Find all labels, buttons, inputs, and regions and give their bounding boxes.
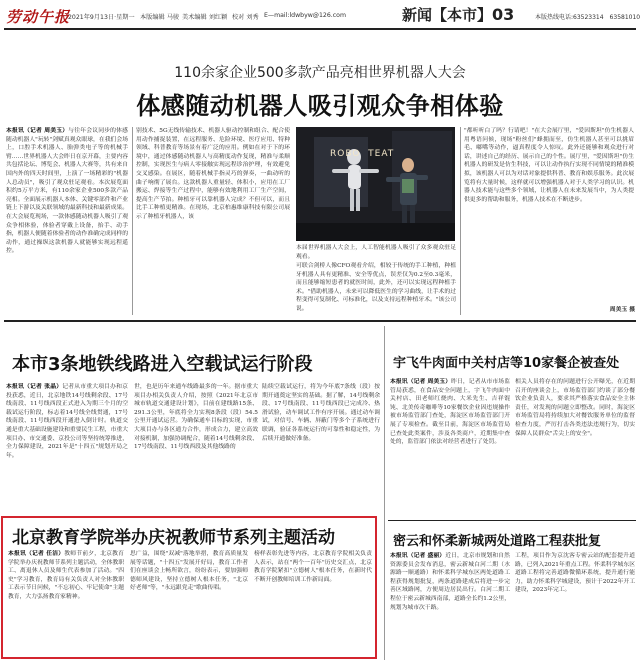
article3-text-1: 昨日，记者从市市场监管局获悉，在食品安全问题上，宇飞牛肉面中关村店、田老师红烧肉、大米先生、吉祥馄饨、北美传奇咖啡等10家餐饮企业因违规操作被市场监管部门查处，海淀区市场监管部门开展了专项检查。截至目前，海淀区市场监管局已查处此类案件，涉及各类商户，近期集中查处的，监管部门依法对经营者进行了处罚。 [390, 379, 510, 446]
page-number: 03 [492, 5, 515, 24]
article3-byline: 本报讯（记者 周美玉） [390, 379, 452, 385]
article1-headline[interactable]: 体感随动机器人吸引观众争相体验 [136, 92, 504, 120]
section-rule [388, 520, 636, 521]
article2-column-3: 陆续空载试运行，将为今年底7条线（段）按期开通奠定坚实的基础。据了解，14号线剩余段、17号线南段、11号线西段已完成冷、热滑试验，动车调试工作有序开展。通过动车调试，对信号、车辆、屏蔽门等多个子系统进行联调，验证各系统运行的可靠性和稳定性，为后续开通做好准备。 [262, 384, 380, 442]
article4-column-3: 榜样表彰先进等内容，北京教育学院相关负责人表示，站在"两个一百年"历史交汇点，北京教育学院紧扣"立德树人"根本任务，在新时代不断开创教师培训工作新局面。 [254, 551, 372, 583]
article5-text-1: 近日，北京市规划和自然资源委员会发布消息，密云新城白河二期（水源路一顺通路）和怀柔科学城东区两处道路工程获得规划批复，两条道路建成后将进一步完善区域路网，方便周边居民出行。白河二期工程位于密云新城西南部，道路全长约1.2公里，规划为城市次干路。 [390, 553, 510, 611]
article1-kicker: 110余家企业500多款产品亮相世界机器人大会 [174, 65, 466, 81]
issue-date: 2021年9月13日·星期一 [68, 14, 135, 21]
article3-column-2: 相关人员将存在的问题进行公开曝光，在近期召开的座谈会上，市场监管部门约谈了部分餐饮企业负责人，要求其严格落实食品安全主体责任，对发现的问题立即整改。同时，海淀区市场监管局将持续加大对餐饮服务单位的监督检查力度，严厉打击各类违法违规行为，切实保障人民群众"舌尖上的安全"。 [515, 379, 635, 437]
article3-headline[interactable]: 宇飞牛肉面中关村店等10家餐企被查处 [393, 356, 620, 371]
article4-byline: 本报讯（记者 任洁） [8, 551, 65, 557]
designer-credit: 美术编辑 刘红颖 [182, 14, 228, 21]
editor-credit: 本版编辑 马骏 [140, 14, 180, 21]
article4-text-1: 教师节前夕，北京教育学院举办庆祝教师节系列主题活动，全体教职工、离退休人员及师生代表参加了活动。"四史"学习教育，教育局有关负责人对全体教职工表示节日问候，"不忘初心、牢记使命"主题教育，大力弘扬教育家精神。 [8, 551, 124, 600]
article1-column-1 [6, 127, 128, 315]
article1-column-4: "都听听白了吗？行请吧！"在大会展厅里，"爱因斯坦"仿生机器人用粤语问候，现场"粉丝们"蜂拥而至，仿生机器人甚至可以挑眉毛、嘟嘴等动作，逼真程度令人惊叹。此外还能够和观众进行对话，讲述自己的经历、展示自己的个性。展厅里，"爱因斯坦"仿生机器人的研发是仿生科技，可以让动作执行实现不同情境的精准模拟，该机器人可以为对话对象提供科普、教育和娱乐服务。此次展览将有大量时候，这样就可以增强机器人对于人类学习的认识。机器人技术能与这些多个领域，让机器人在未来发展当中，为人类提供更多的帮助和服务，机器人技术在不断进步。 [464, 128, 634, 203]
article2-column-2: 世，也是历年来通车线路最多的一年。据市重大项目办相关负责人介绍，按照《2021年北京市城市轨道交通建设计划》，目前在建线路15条、291.3公里，年底将全力实现8条段（段）54.5公里开通试运营。为确保通车目标的实现，市重大项目办与各区通力合作，形成合力，建立高效对接机制，加强协调配合，随着14号线剩余段、17号线南段、11号线西段及其他线路的 [134, 384, 258, 451]
article3-column-1 [390, 378, 510, 514]
masthead-logo: 劳动午报 [6, 8, 71, 26]
column-divider [460, 127, 461, 315]
robot-exhibit-photo [296, 127, 455, 241]
column-divider [384, 326, 385, 660]
proofreader-credit: 校对 刘秀 [232, 14, 259, 21]
robot-photo-illustration [296, 127, 455, 241]
article4-column-2: 思广益，围绕"双减"落地举措，教育高质量发展等话题，"十四五"发展开好局，教育工作者们在座谈会上畅所欲言，纷纷表示，要加强师德师风建设，坚持立德树人根本任务，"北京好老师"等，"永远跟党走"歌曲传唱。 [130, 551, 248, 592]
article5-byline: 本报讯（记者 盛丽） [390, 553, 446, 559]
section-rule [4, 320, 636, 322]
article2-text-1: 记者从市重大项目办和京投获悉，近日，北京地铁14号线剩余段、17号线南段、11号线西段正式进入为期三个月的空载试运行阶段，标志着14号线全线贯通，17号线南段、11号线西段开通进入倒计时。轨道交通是重大基础设施建设和重要民生工程，市重大项目办、市交通委、京投公司等坚持统筹推进，全力保障建设，2021年是"十四五"规划开局之年。 [6, 384, 128, 459]
exhibit-sign-decoration: ROBO TEAT [330, 149, 395, 159]
header-rule [4, 28, 636, 30]
article4-column-1 [8, 550, 124, 654]
article1-photo-credit: 周美玉 摄 [609, 307, 635, 313]
hotline: 本版热线电话:63523314 63581010 [535, 14, 640, 21]
article2-column-1 [6, 383, 128, 508]
article5-column-2: 工程，项目作为京沈客专密云站的配套提升道路，已列入2021年重点工程。怀柔科学城东区道路工程将完善道路微循环系统，提升通行能力，助力怀柔科学城建设，预计于2022年开工建设，2023年完工。 [515, 553, 635, 594]
article1-column-2: 别技术、5G无线传输技术、机器人驱动控制和组合、配合使用动作捕捉装置，在远程服务、危险环境、医疗应用、特种领域、科普教育等场景有着广泛的应用。例如在对于下的环境中，通过体感随动机器人与高精度动作复现，精准与柔顺控制，实现医生与病人零接触实现远程诊治护理，有效避免交叉感染。在展区，随着机械手指灵巧的弹奏，一曲动听的曲子响彻了展台。这款机器人重量轻、体积小，应用在工厂搬运、焊接等生产过程中，能够有效地利用工厂生产空间，提高生产节拍。种植牙可以靠机器人完成？不但可以，而且比手工种植更精准。在现场，北京柏惠维康科技有限公司展示了种植牙机器人，该 [136, 128, 290, 220]
article5-column-1 [390, 552, 510, 658]
article1-text-1: 与往年会议同步的体感随动机器人"玩转"剑赋真观众眼球，在我们会场上，口腔手术机器人、胎弹类电子等的机械手臂……世界机器人大会昨日在京开幕，主要内容共包括论坛、博览会、机器人大赛等，共有来自国内外的四天时间里，上演了一场精彩的"机器人总动员"，吸引了观众驻足观看。本次展览面积约5万平方米，有110余家企业500多款产品亮相。全面展示机器人本体、关键零部件和产业链上下游以及关联领域的最新科技和最新成果。在大会展览现场，一款体感随动机器人吸引了观众争相体验，体验者穿戴上设备，抬手、动手指，机器人便随着体验者的动作准确完成同样的动作，通过操纵这款机器人就能够实现远程遥控。 [6, 128, 128, 255]
article1-column-3: 可联合剑桥人像CFO观看介绍，相较于传统的手工种植，种植牙机器人具有更精准、安全等优点，误差仅为0.2至0.3毫米，而且能够缩短患者的就医时间，此外，还可以实现远程种植手术。"借助机器人，未来可以降低医生的学习曲线，让手术的过程变得可复制化、可标准化，以及支持远程种植牙术。"该公司说。 [296, 263, 456, 312]
photo-caption: 本届世界机器人大会上，人工智能机器人吸引了众多观众驻足观看。 [296, 245, 456, 260]
contact-email[interactable]: E—mail:ldwbyw@126.com [264, 12, 346, 19]
article5-headline[interactable]: 密云和怀柔新城两处道路工程获批复 [393, 534, 602, 549]
column-divider [132, 127, 133, 315]
article2-byline: 本报讯（记者 张晶） [6, 384, 63, 390]
article1-byline: 本报讯（记者 周美玉） [6, 128, 69, 134]
section-label [402, 4, 514, 25]
section-name: 新闻【本市】 [402, 6, 493, 24]
article2-headline[interactable]: 本市3条地铁线路进入空载试运行阶段 [12, 354, 313, 375]
article4-headline[interactable]: 北京教育学院举办庆祝教师节系列主题活动 [12, 528, 335, 548]
